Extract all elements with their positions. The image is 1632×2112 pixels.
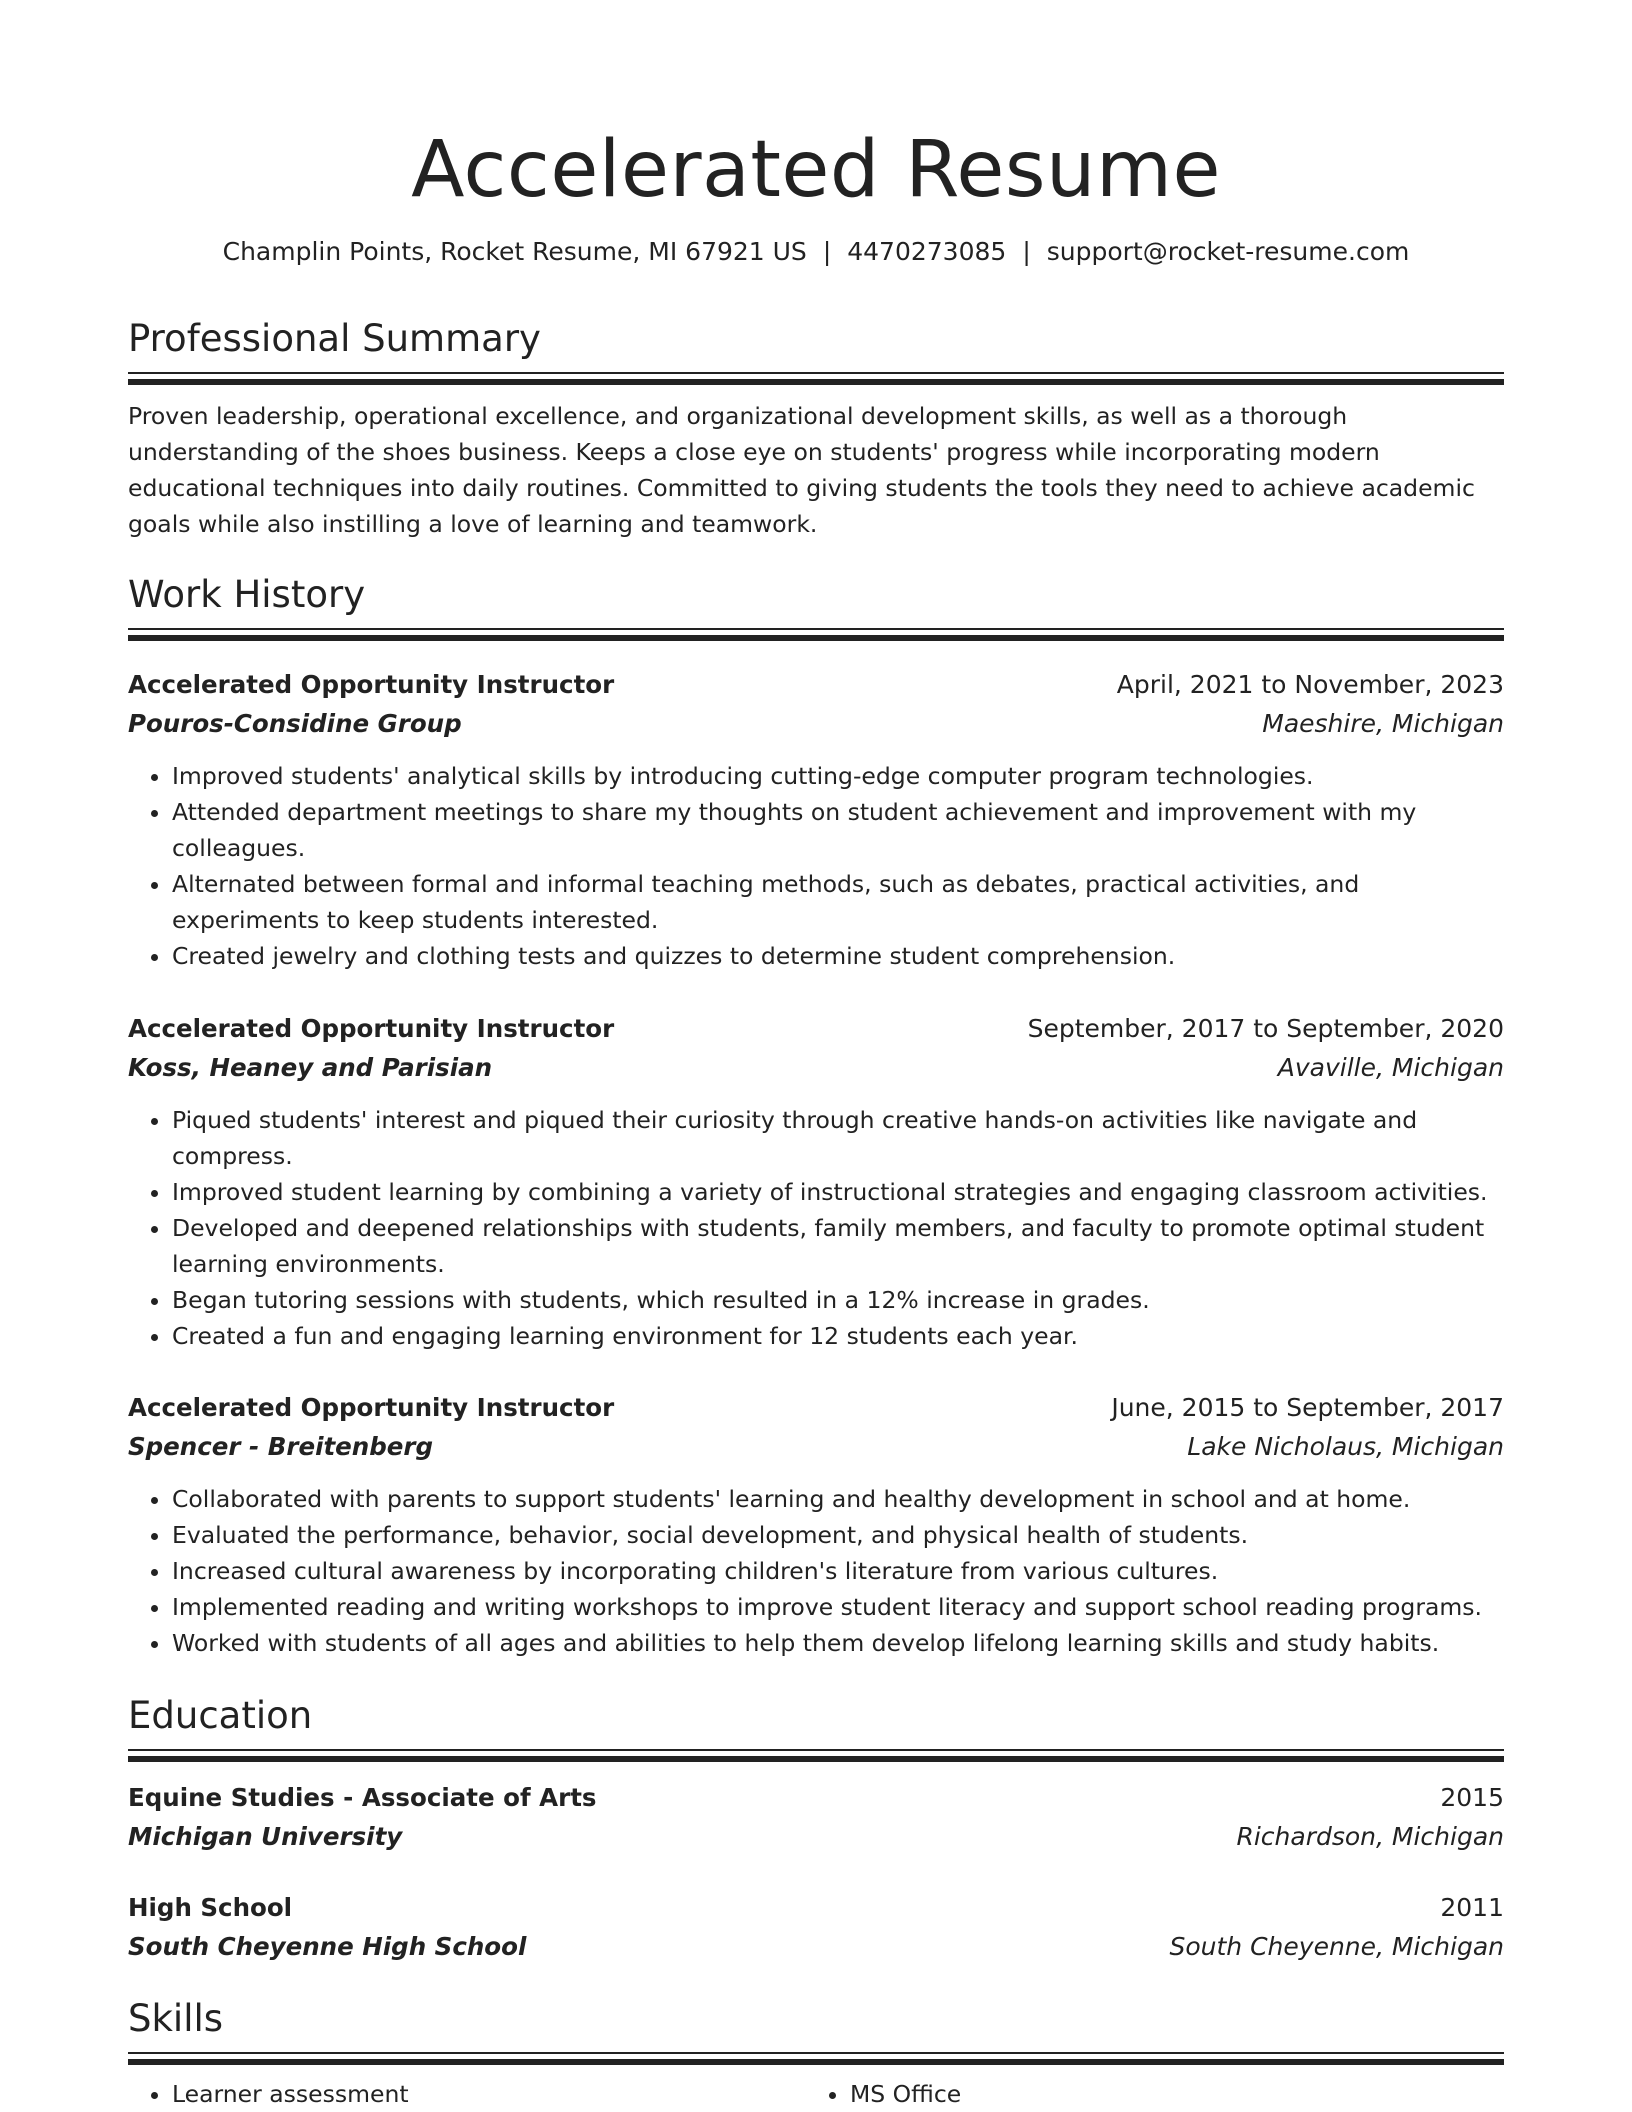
education-year: 2011 <box>1440 1893 1504 1922</box>
job-bullets <box>128 1102 1504 1354</box>
job-dates: June, 2015 to September, 2017 <box>1111 1393 1504 1422</box>
list-item: • Piqued students' interest and piqued their curiosity through creative hands-on activities like navigate and compress. <box>172 1102 1504 1174</box>
list-item: • Evaluated the performance, behavior, social development, and physical health of students. <box>172 1517 1504 1553</box>
job-title: Accelerated Opportunity Instructor <box>128 670 615 699</box>
section-heading: Education <box>128 1694 313 1737</box>
section-divider <box>128 2052 1504 2066</box>
education-school: Michigan University <box>128 1822 403 1851</box>
list-item: • Worked with students of all ages and abilities to help them develop lifelong learning skills and study habits. <box>172 1625 1504 1661</box>
skills-columns <box>128 2076 1504 2112</box>
resume-name: Accelerated Resume <box>411 125 1221 215</box>
list-item: • Collaborated with parents to support students' learning and healthy development in school and at home. <box>172 1481 1504 1517</box>
contact-separator: | <box>822 237 832 266</box>
section-heading: Skills <box>128 1997 224 2040</box>
summary-text: Proven leadership, operational excellence, and organizational development skills, as well as a thorough understanding of the shoes business. Keeps a close eye on students' progress while incorporating modern educational techniques into daily routines. Committed to giving students the tools they need to achieve academic goals while also instilling a love of learning and teamwork. <box>128 402 1475 538</box>
list-item: • Improved students' analytical skills by introducing cutting-edge computer program technologies. <box>172 758 1504 794</box>
education-school: South Cheyenne High School <box>128 1932 527 1961</box>
work-history-section <box>128 572 1504 642</box>
section-divider <box>128 372 1504 386</box>
list-item: • Increased cultural awareness by incorporating children's literature from various cultures. <box>172 1553 1504 1589</box>
contact-line <box>128 236 1504 268</box>
list-item: • Began tutoring sessions with students, which resulted in a 12% increase in grades. <box>172 1282 1504 1318</box>
summary-section <box>128 316 1504 542</box>
education-degree: High School <box>128 1893 293 1922</box>
job-bullets <box>128 1481 1504 1661</box>
contact-email: support@rocket-resume.com <box>1046 237 1410 266</box>
job-title: Accelerated Opportunity Instructor <box>128 1014 615 1043</box>
contact-address: Champlin Points, Rocket Resume, MI 67921 US <box>222 237 807 266</box>
education-year: 2015 <box>1440 1783 1504 1812</box>
job-entry <box>128 665 1504 974</box>
list-item: • MS Office <box>850 2076 1484 2112</box>
job-dates: September, 2017 to September, 2020 <box>1027 1014 1504 1043</box>
job-location: Lake Nicholaus, Michigan <box>1187 1432 1504 1461</box>
job-dates: April, 2021 to November, 2023 <box>1116 670 1504 699</box>
job-company: Spencer - Breitenberg <box>128 1432 434 1461</box>
list-item: • Implemented reading and writing workshops to improve student literacy and support school reading programs. <box>172 1589 1504 1625</box>
skills-section <box>128 1996 1504 2112</box>
education-location: South Cheyenne, Michigan <box>1169 1932 1504 1961</box>
contact-phone: 4470273085 <box>847 237 1007 266</box>
resume-page <box>128 0 1504 2108</box>
section-divider <box>128 1749 1504 1763</box>
education-entry <box>128 1888 1504 1966</box>
section-divider <box>128 628 1504 642</box>
list-item: • Learner assessment <box>172 2076 806 2112</box>
job-location: Avaville, Michigan <box>1277 1053 1504 1082</box>
list-item: • Improved student learning by combining a variety of instructional strategies and engaging classroom activities. <box>172 1174 1504 1210</box>
job-entry <box>128 1388 1504 1661</box>
education-section <box>128 1693 1504 1763</box>
job-bullets <box>128 758 1504 974</box>
education-entry <box>128 1778 1504 1856</box>
contact-separator: | <box>1022 237 1031 266</box>
section-heading: Professional Summary <box>128 317 541 360</box>
job-company: Koss, Heaney and Parisian <box>128 1053 493 1082</box>
job-company: Pouros-Considine Group <box>128 709 462 738</box>
job-location: Maeshire, Michigan <box>1262 709 1504 738</box>
skills-list-left <box>128 2076 806 2112</box>
list-item: • Created jewelry and clothing tests and quizzes to determine student comprehension. <box>172 938 1504 974</box>
job-title: Accelerated Opportunity Instructor <box>128 1393 615 1422</box>
skills-list-right <box>806 2076 1484 2112</box>
list-item: • Alternated between formal and informal teaching methods, such as debates, practical activities, and experiments to keep students interested. <box>172 866 1504 938</box>
list-item: • Developed and deepened relationships with students, family members, and faculty to promote optimal student learning environments. <box>172 1210 1504 1282</box>
education-degree: Equine Studies - Associate of Arts <box>128 1783 597 1812</box>
job-entry <box>128 1009 1504 1354</box>
section-heading: Work History <box>128 573 366 616</box>
list-item: • Created a fun and engaging learning environment for 12 students each year. <box>172 1318 1504 1354</box>
list-item: • Attended department meetings to share my thoughts on student achievement and improvement with my colleagues. <box>172 794 1504 866</box>
education-location: Richardson, Michigan <box>1236 1822 1504 1851</box>
